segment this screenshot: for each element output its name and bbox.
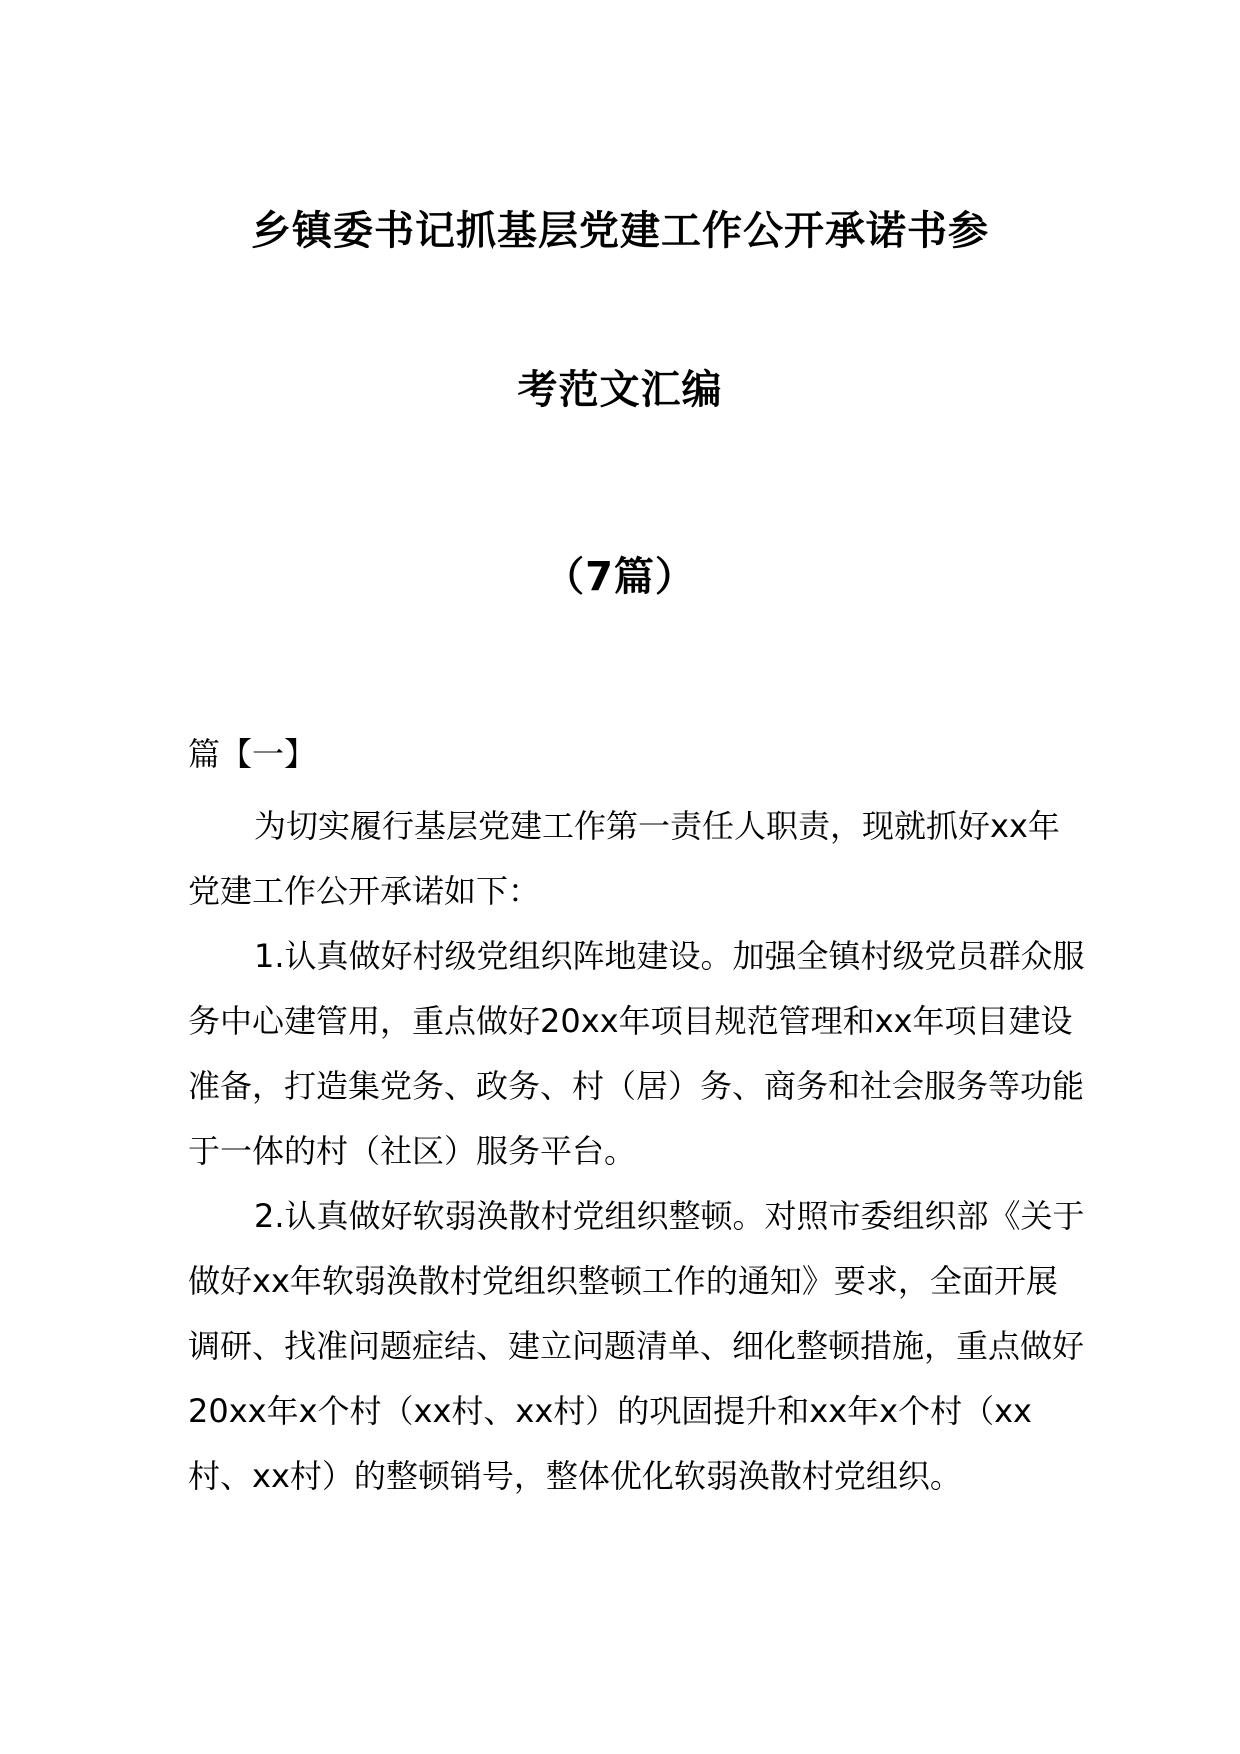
document-title-line-2: 考范文汇编 xyxy=(517,367,723,413)
paragraph-item-1 xyxy=(188,924,1088,1184)
paragraph-intro xyxy=(188,794,1088,924)
paragraph-item-2-text: 2.认真做好软弱涣散村党组织整顿。对照市委组织部《关于做好xx年软弱涣散村党组织整顿工作的通知》要求，全面开展调研、找准问题症结、建立问题清单、细化整顿措施，重点做好20xx年x个村（xx村、xx村）的巩固提升和xx年x个村（xx村、xx村）的整顿销号，整体优化软弱涣散村党组织。 xyxy=(188,1197,1085,1495)
section-heading: 篇【一】 xyxy=(188,735,317,773)
paragraph-intro-text: 为切实履行基层党建工作第一责任人职责，现就抓好xx年党建工作公开承诺如下： xyxy=(188,807,1060,910)
document-title-line-1: 乡镇委书记抓基层党建工作公开承诺书参 xyxy=(251,208,989,254)
document-subtitle-count: （7篇） xyxy=(544,554,696,600)
paragraph-item-1-text: 1.认真做好村级党组织阵地建设。加强全镇村级党员群众服务中心建管用，重点做好20xx年项目规范管理和xx年项目建设准备，打造集党务、政务、村（居）务、商务和社会服务等功能于一体的村（社区）服务平台。 xyxy=(188,937,1085,1170)
paragraph-item-2 xyxy=(188,1184,1088,1509)
